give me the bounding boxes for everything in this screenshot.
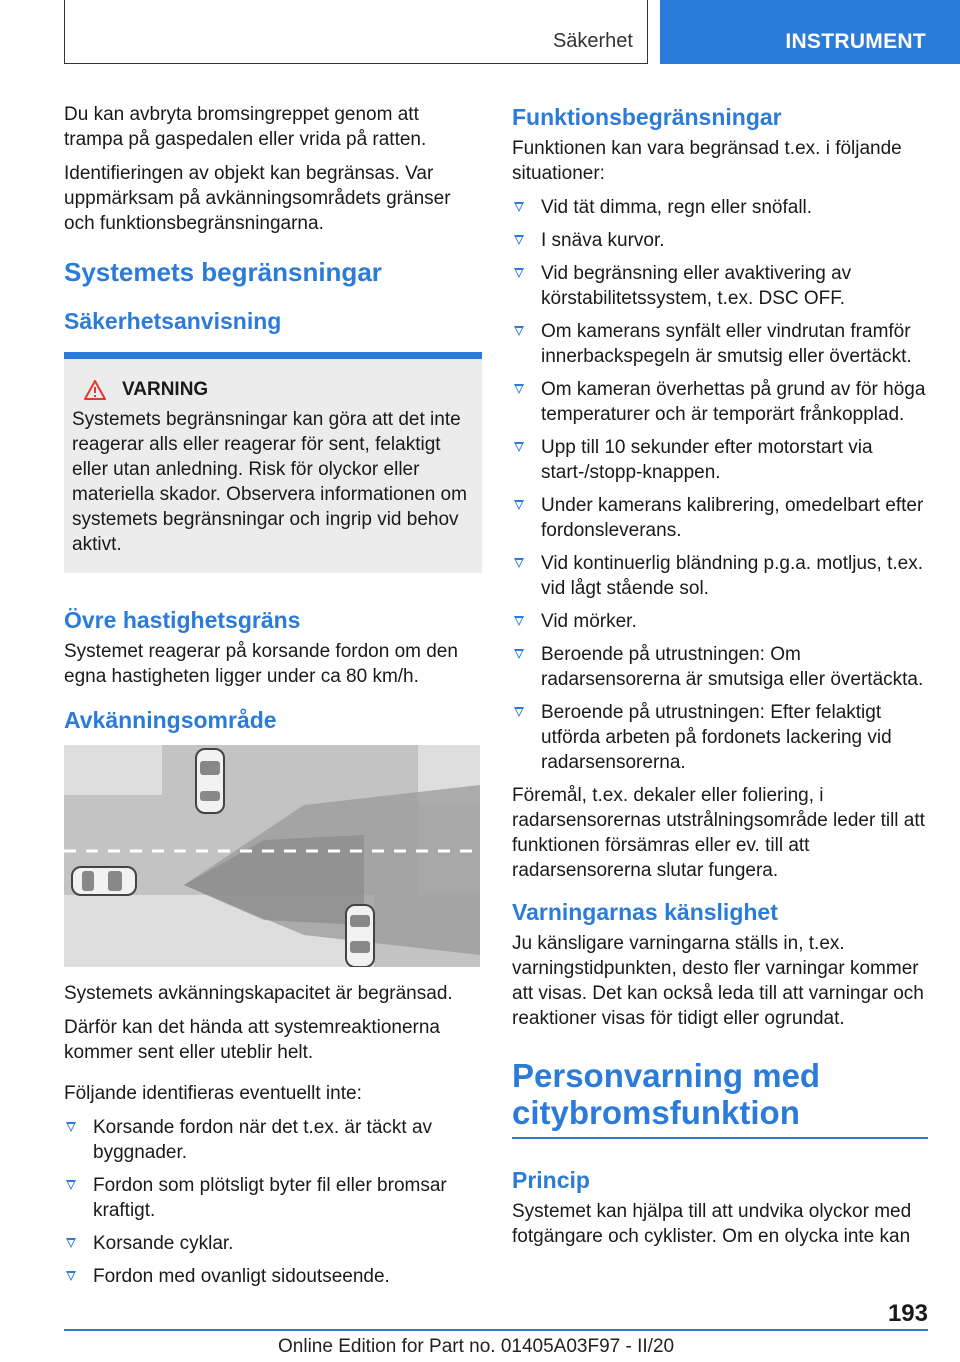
header-chapter-title: INSTRUMENT [785, 30, 926, 53]
header-section-title: Säkerhet [552, 30, 633, 52]
triangle-bullet-icon [66, 1271, 76, 1281]
list-item: I snäva kurvor. [512, 228, 928, 253]
paragraph-range-limited: Systemets avkänningskapacitet är begränsad. [64, 983, 453, 1004]
triangle-bullet-icon [514, 442, 524, 452]
heading-safety-note: Säkerhetsanvisning [64, 308, 282, 334]
triangle-bullet-icon [514, 707, 524, 717]
triangle-bullet-icon [66, 1238, 76, 1248]
detection-range-illustration [64, 745, 480, 967]
heading-system-limits: Systemets begränsningar [64, 257, 382, 287]
list-item: Fordon med ovanligt sidoutseende. [64, 1264, 482, 1289]
triangle-bullet-icon [514, 500, 524, 510]
list-item: Under kamerans kalibrering, omedelbart efter fordonsleverans. [512, 493, 928, 543]
paragraph-brake-cancel: Du kan avbryta bromsingreppet genom att trampa på gaspedalen eller vrida på ratten. [64, 104, 427, 150]
list-item: Vid kontinuerlig bländning p.g.a. motljus, t.ex. vid lågt stående sol. [512, 551, 928, 601]
list-item: Om kameran överhettas på grund av för höga temperaturer och är temporärt frånkopplad. [512, 377, 928, 427]
list-item: Vid begränsning eller avaktivering av körstabilitetssystem, t.ex. DSC OFF. [512, 261, 928, 311]
list-item: Fordon som plötsligt byter fil eller bromsar kraftigt. [64, 1173, 482, 1223]
heading-function-limits: Funktionsbegränsningar [512, 104, 782, 130]
left-column [64, 102, 482, 1297]
warning-triangle-icon [84, 380, 106, 400]
list-item: Vid mörker. [512, 609, 928, 634]
list-item: Upp till 10 sekunder efter motorstart via start-/stopp-knappen. [512, 435, 928, 485]
triangle-bullet-icon [514, 558, 524, 568]
heading-person-warning: Personvarning med citybromsfunktion [512, 1057, 928, 1139]
triangle-bullet-icon [66, 1180, 76, 1190]
footer-rule [64, 1329, 928, 1331]
triangle-bullet-icon [514, 235, 524, 245]
triangle-bullet-icon [66, 1122, 76, 1132]
list-item: Korsande cyklar. [64, 1231, 482, 1256]
paragraph-objects: Föremål, t.ex. dekaler eller foliering, i radarsensorernas utstrålningsområde leder till att funktionen försämras eller ev. till att radarsensorerna slutar fungera. [512, 785, 925, 881]
own-car-icon [346, 905, 374, 967]
warning-text: Systemets begränsningar kan göra att det inte reagerar alls eller reagerar för sent, felaktigt eller utan anledning. Risk för olyckor eller materiella skador. Observera informationen om systemets begränsningar och ingrip vid behov aktivt. [72, 409, 467, 555]
header-section-box [64, 0, 648, 64]
triangle-bullet-icon [514, 268, 524, 278]
list-function-limits [512, 195, 928, 775]
list-not-detected [64, 1115, 482, 1289]
heading-detection-range: Avkänningsområde [64, 707, 277, 733]
triangle-bullet-icon [514, 326, 524, 336]
warning-header [84, 379, 474, 401]
warning-box [64, 352, 482, 573]
paragraph-list-intro: Följande identifieras eventuellt inte: [64, 1083, 362, 1104]
triangle-bullet-icon [514, 616, 524, 626]
paragraph-speed-limit: Systemet reagerar på korsande fordon om den egna hastigheten ligger under ca 80 km/h. [64, 641, 458, 687]
footer-edition: Online Edition for Part no. 01405A03F97 - II/20 [278, 1336, 675, 1357]
paragraph-identification: Identifieringen av objekt kan begränsas. Var uppmärksam på avkänningsområdets gränser och funktionsbegränsningarna. [64, 163, 451, 234]
warning-title: VARNING [122, 379, 209, 400]
car-left-icon [72, 867, 136, 895]
list-item: Korsande fordon när det t.ex. är täckt av byggnader. [64, 1115, 482, 1165]
triangle-bullet-icon [514, 384, 524, 394]
paragraph-function-limits: Funktionen kan vara begränsad t.ex. i följande situationer: [512, 138, 902, 184]
car-top-icon [196, 749, 224, 813]
page-number: 193 [887, 1300, 928, 1327]
paragraph-principle: Systemet kan hjälpa till att undvika olyckor med fotgängare och cyklister. Om en olycka inte kan [512, 1201, 912, 1247]
heading-principle: Princip [512, 1167, 590, 1193]
header-chapter-tab [660, 0, 960, 64]
list-item: Vid tät dimma, regn eller snöfall. [512, 195, 928, 220]
paragraph-sensitivity: Ju känsligare varningarna ställs in, t.ex. varningstidpunkten, desto fler varningar kommer att visas. Det kan också leda till att varningar och reaktioner visas för tidigt eller ogrundat. [512, 933, 924, 1029]
heading-warning-sensitivity: Varningarnas känslighet [512, 899, 778, 925]
list-item: Om kamerans synfält eller vindrutan framför innerbackspegeln är smutsig eller övertäckt. [512, 319, 928, 369]
list-item: Beroende på utrustningen: Efter felaktigt utförda arbeten på fordonets lackering vid radarsensorerna. [512, 700, 928, 775]
triangle-bullet-icon [514, 202, 524, 212]
paragraph-range-late: Därför kan det hända att systemreaktionerna kommer sent eller uteblir helt. [64, 1017, 440, 1063]
triangle-bullet-icon [514, 649, 524, 659]
list-item: Beroende på utrustningen: Om radarsensorerna är smutsiga eller övertäckta. [512, 642, 928, 692]
right-column [512, 102, 928, 1258]
heading-upper-speed-limit: Övre hastighetsgräns [64, 607, 301, 633]
